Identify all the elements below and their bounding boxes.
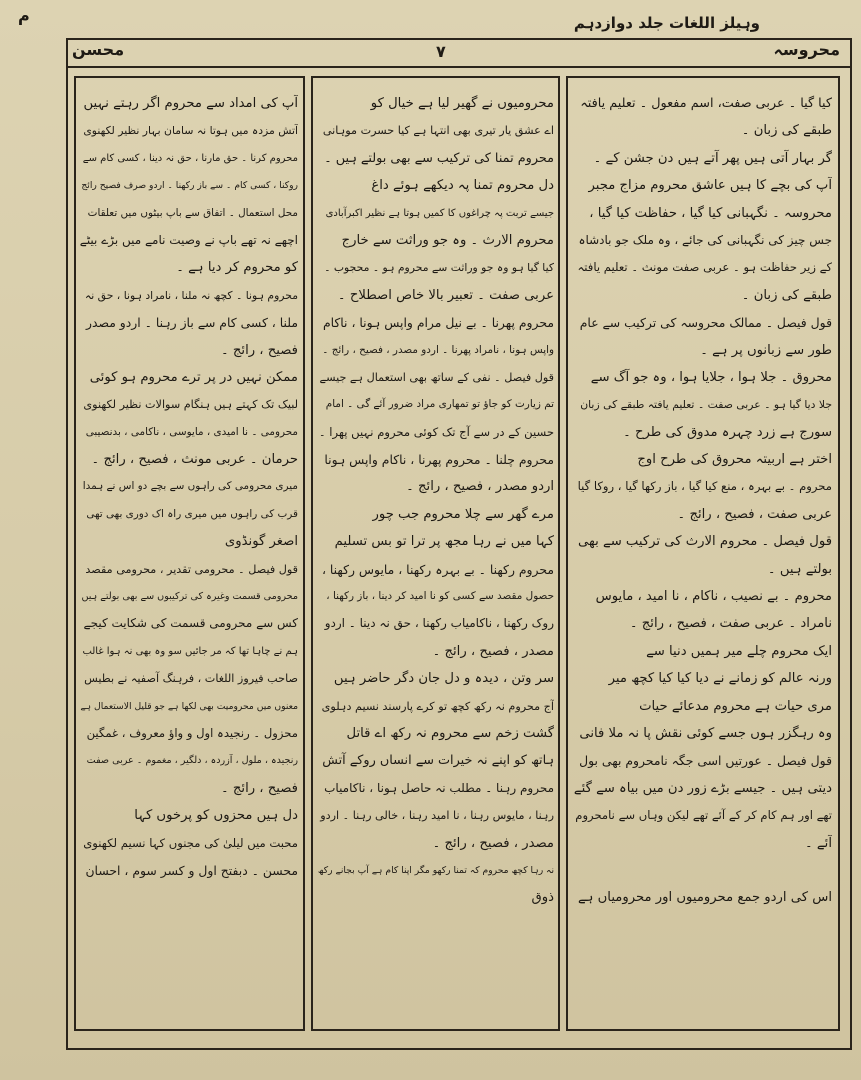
column-right-text	[574, 90, 832, 1020]
text-line: میری محرومی کی راہوں سے بچے دو اس نے ہمدا	[82, 480, 298, 493]
text-line: محرومی ۔ نا امیدی ، مایوسی ، ناکامی ، بدنصیبی	[85, 425, 298, 438]
text-line: مری حیات ہے محروم مدعائے حیات	[639, 698, 832, 714]
text-line: اے عشق یار تیری بھی انتہا ہے کیا حسرت موہانی	[322, 124, 554, 138]
text-line: آپ کی بچے کا ہیں عاشق محروم مزاج مجبر	[588, 178, 832, 194]
text-line: محروم ہونا ۔ کچھ نہ ملنا ، نامراد ہونا ، حق نہ	[84, 288, 298, 302]
text-line: صاحب فیروز اللغات ، فرہنگ آصفیہ نے بطیس	[84, 672, 298, 686]
text-line: اس کی اردو جمع محرومیوں اور محرومیاں ہے	[577, 890, 832, 906]
text-line: قرب کی راہوں میں میری راہ اک دوری بھی تھی	[86, 507, 298, 520]
text-line: ایک محروم چلے میر ہمیں دنیا سے	[646, 643, 832, 659]
text-line: محروم الارث ۔ وہ جو وراثت سے خارج	[341, 232, 554, 248]
text-line: رہنا ، مایوس رہنا ، نا امید رہنا ، خالی رہنا ۔ اردو	[320, 809, 554, 823]
text-line: سورج ہے زرد چہرہ مدوق کی طرح ۔	[623, 424, 832, 440]
text-line: محرومیوں نے گھیر لیا ہے خیال کو	[370, 96, 554, 111]
text-line: مصدر ، فصیح ، رائج ۔	[432, 835, 554, 851]
text-line: اختر ہے اربیتہ محروق کی طرح اوج	[637, 452, 832, 468]
text-line: واپس ہونا ، نامراد پھرنا ۔ اردو مصدر ، فصیح ، رائج ۔	[322, 343, 554, 356]
text-line: مرے گھر سے چلا محروم جب چور	[372, 506, 554, 522]
text-line: مصدر ، فصیح ، رائج ۔	[432, 643, 554, 659]
running-title: وہیلز اللغات جلد دوازدہم	[573, 14, 760, 32]
header-left-catchword: محسن	[72, 40, 125, 59]
text-line: کیا گیا ۔ عربی صفت، اسم مفعول ۔ تعلیم یافتہ	[580, 96, 832, 111]
text-line: محروم کرنا ۔ حق مارنا ، حق نہ دینا ، کسی کام سے	[82, 152, 298, 164]
text-line: تھے اور ہم کام کر کے آئے تھے لیکن وہاں سے نامحروم	[575, 808, 832, 823]
text-line: محروسہ ۔ نگہبانی کیا گیا ، حفاظت کیا گیا ،	[589, 205, 832, 221]
column-left-text	[80, 90, 298, 1020]
text-line: ہم نے چاہا تھا کہ مر جائیں سو وہ بھی نہ ہوا غالب	[82, 645, 298, 657]
text-line: حسین کے در سے آج تک کوئی محروم نہیں پھرا ۔	[318, 424, 554, 439]
text-line: محروق ۔ جلا ہوا ، جلایا ہوا ، وہ جو آگ سے	[590, 369, 832, 385]
text-line: اردو مصدر ، فصیح ، رائج ۔	[406, 479, 554, 495]
text-line: عربی صفت ، فصیح ، رائج ۔	[677, 506, 832, 522]
text-line: نامراد ۔ عربی صفت ، فصیح ، رائج ۔	[629, 616, 832, 632]
text-line: اصغر گونڈوی	[224, 534, 298, 550]
text-line: دل محروم تمنا پہ دیکھے ہوئے داغ	[371, 178, 554, 194]
column-middle-text	[318, 90, 554, 1020]
text-line: آئے ۔	[805, 835, 832, 851]
text-line: ذوق	[531, 890, 554, 906]
text-line: قول فیصل ۔ محروم الارث کی ترکیب سے بھی	[578, 534, 832, 550]
text-line: محرومی قسمت وغیرہ کی ترکیبوں سے بھی بولتے ہیں	[81, 591, 298, 603]
text-line: طور سے زبانوں پر ہے ۔	[700, 342, 832, 358]
text-line: کس سے محرومی قسمت کی شکایت کیجے	[83, 616, 298, 631]
text-line: روک رکھنا ، ناکامیاب رکھنا ، حق نہ دینا ۔ اردو	[324, 616, 554, 631]
text-line: عربی صفت ۔ تعبیر بالا خاص اصطلاح ۔	[337, 287, 554, 303]
text-line: دیتی ہیں ۔ جیسے بڑے زور دن میں بیاہ سے گئے	[574, 780, 832, 796]
text-line: آتش مزدہ میں ہوتا نہ سامان بہار نظیر لکھنوی	[83, 124, 298, 138]
text-line: بولتے ہیں ۔	[767, 561, 832, 577]
text-line: تم زیارت کو جاؤ تو تمھاری مراد ضرور آئے گی ۔ امام	[325, 398, 554, 411]
text-line: فصیح ، رائج ۔	[220, 342, 298, 358]
text-line: قول فیصل ۔ عورتیں اسی جگہ نامحروم بھی بول	[579, 753, 832, 769]
text-line: فصیح ، رائج ۔	[220, 780, 298, 796]
text-line: جیسے تربت پہ چراغوں کا کمیں ہوتا ہے نظیر اکبرآبادی	[325, 207, 554, 219]
text-line: حرمان ۔ عربی مونث ، فصیح ، رائج ۔	[91, 452, 298, 468]
text-line: لبیک تک کہتے ہیں ہنگام سوالات نظیر لکھنوی	[83, 398, 298, 412]
text-line: روکنا ، کسی کام ۔ سے باز رکھنا ۔ اردو صرف فصیح رائج	[81, 180, 298, 192]
text-line: محل استعمال ۔ اتفاق سے باپ بیٹوں میں تعلقات	[87, 206, 298, 219]
text-line: رنجیدہ ، ملول ، آزردہ ، دلگیر ، مغموم ۔ عربی صفت	[86, 755, 298, 767]
text-line: قول فیصل ۔ ممالک محروسہ کی ترکیب سے عام	[579, 315, 832, 331]
text-line: محبت میں لیلیٰ کی مجنوں کہا نسیم لکھنوی	[83, 835, 298, 850]
corner-mark: م	[18, 6, 30, 25]
text-line: محروم ۔ بے نصیب ، ناکام ، نا امید ، مایوس	[595, 589, 832, 605]
text-line: دل ہیں محزوں کو پرخوں کہا	[134, 808, 298, 824]
text-line: محروم تمنا کی ترکیب سے بھی بولتے ہیں ۔	[324, 150, 554, 166]
text-line	[574, 857, 832, 884]
text-line: ہاتھ کو اپنے نہ خیرات سے انساں روکے آتش	[322, 753, 554, 769]
text-line: گر بہار آتی ہیں پھر آتے ہیں دن جشن کے ۔	[593, 150, 832, 166]
text-line: ورنہ عالم کو زمانے نے دیا کیا کیا کچھ میر	[608, 671, 832, 687]
text-line: محروم چلنا ۔ محروم پھرنا ، ناکام واپس ہونا	[324, 452, 554, 468]
text-line: آج محروم نہ رکھ کچھ تو کرے پارسند نسیم دہلوی	[321, 699, 554, 713]
text-line: اچھے نہ تھے باپ نے وصیت نامے میں بڑے بیٹے	[80, 232, 298, 247]
text-line: ملنا ، کسی کام سے باز رہنا ۔ اردو مصدر	[86, 315, 298, 331]
text-line: نہ رہا کچھ محروم کہ تمنا رکھو مگر اپنا کام ہے آپ بجانے رکھ	[318, 864, 554, 876]
text-line: گشت زخم سے محروم نہ رکھ اے قاتل	[346, 725, 554, 741]
text-line: کو محروم کر دیا ہے ۔	[176, 260, 298, 276]
text-line: جس چیز کی نگہبانی کی جائے ، وہ ملک جو بادشاہ	[578, 232, 832, 247]
text-line: قول فیصل ۔ نفی کے ساتھ بھی استعمال ہے جیسے	[319, 370, 554, 384]
text-line: محروم پھرنا ۔ بے نیل مرام واپس ہونا ، ناکام	[322, 315, 554, 331]
text-line: آپ کی امداد سے محروم اگر رہتے نہیں	[83, 96, 298, 111]
text-line: معنوں میں محرومیت بھی لکھا ہے جو قلیل الاستعمال ہے	[80, 700, 298, 712]
text-line: طبقے کی زبان ۔	[741, 123, 832, 139]
text-line: حصول مقصد سے کسی کو نا امید کر دینا ، باز رکھنا ،	[326, 590, 554, 603]
text-line: محزول ۔ رنجیدہ اول و واؤ معروف ، غمگین	[86, 725, 298, 740]
text-line: کے زیر حفاظت ہو ۔ عربی صفت مونث ۔ تعلیم یافتہ	[577, 260, 832, 275]
page-number: ۷	[436, 42, 446, 61]
text-line: ممکن نہیں در پر ترے محروم ہو کوئی	[89, 369, 298, 385]
text-line: کہا میں نے رہا مجھ پر ترا تو بس تسلیم	[334, 534, 554, 550]
text-line: محروم ۔ بے بہرہ ، منع کیا گیا ، باز رکھا گیا ، روکا گیا	[577, 479, 832, 494]
text-line: وہ رہگزر ہوں جسے کوئی نقش پا نہ ملا فانی	[579, 725, 832, 741]
text-line: قول فیصل ۔ محرومی تقدیر ، محرومی مقصد	[85, 562, 298, 576]
header-right-catchword: محروسہ	[773, 40, 840, 59]
text-line: سر وتن ، دیدہ و دل جان دگر حاضر ہیں	[333, 671, 554, 687]
text-line: محسن ۔ دبفتح اول و کسر سوم ، احسان	[85, 862, 298, 878]
text-line: کیا گیا ہو وہ جو وراثت سے محروم ہو ۔ محجوب ۔	[324, 261, 554, 275]
text-line: جلا دیا گیا ہو ۔ عربی صفت ۔ تعلیم یافتہ طبقے کی زبان	[580, 398, 832, 412]
text-line: طبقے کی زبان ۔	[741, 287, 832, 303]
text-line: محروم رہنا ۔ مطلب نہ حاصل ہونا ، ناکامیاب	[324, 780, 554, 795]
text-line: محروم رکھنا ۔ بے بہرہ رکھنا ، مایوس رکھنا ،	[321, 561, 554, 577]
